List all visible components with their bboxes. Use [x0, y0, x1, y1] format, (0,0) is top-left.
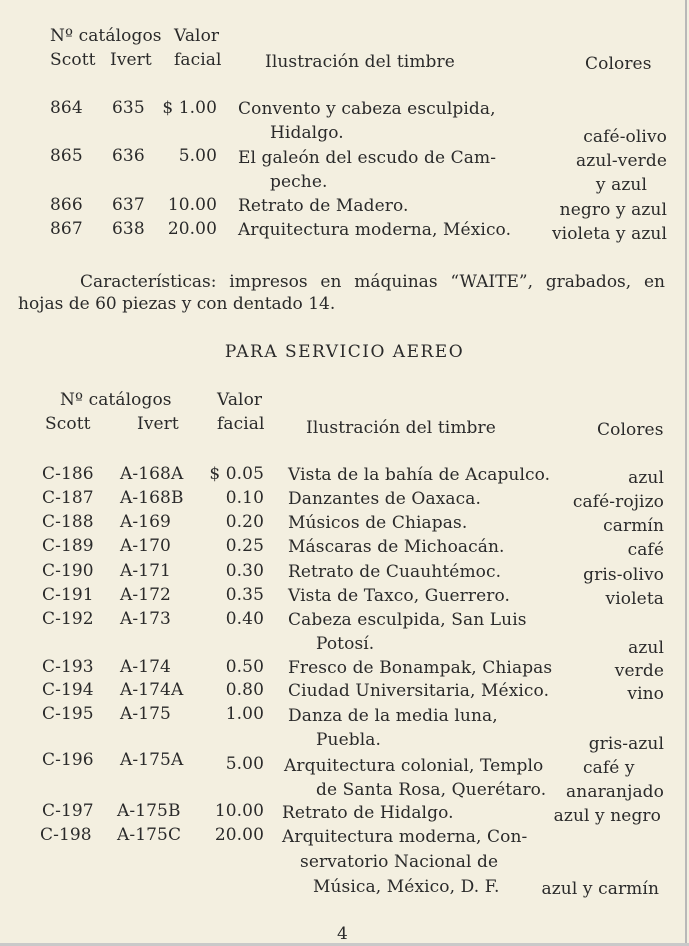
- t1-row4-scott: 867: [50, 219, 83, 239]
- t2-row12-valor: 10.00: [214, 801, 264, 821]
- t1-row2-scott: 865: [50, 146, 83, 166]
- t1-row1-color: café-olivo: [583, 127, 667, 147]
- t1-row2-ivert: 636: [112, 146, 145, 166]
- page-number: 4: [337, 924, 348, 944]
- t1-row2-color-1: azul-verde: [576, 151, 667, 171]
- t2-row11-ilus-2: de Santa Rosa, Querétaro.: [316, 780, 547, 800]
- t2-row8-valor: 0.50: [225, 657, 264, 677]
- t1-row3-valor: 10.00: [167, 195, 217, 215]
- t2-row2-color: café-rojizo: [572, 492, 664, 512]
- t1-row1-ilus-1: Convento y cabeza esculpida,: [238, 99, 496, 119]
- caracteristicas-line-2: hojas de 60 piezas y con dentado 14.: [18, 294, 336, 314]
- t2-row9-color: vino: [627, 684, 664, 704]
- t2-row10-valor: 1.00: [225, 704, 264, 724]
- t1-row2-ilus-2: peche.: [270, 172, 328, 192]
- t2-header-no-catalogos: Nº catálogos: [60, 390, 172, 410]
- t2-row13-scott: C-198: [40, 825, 92, 845]
- t1-row1-valor: $ 1.00: [162, 98, 217, 118]
- t2-row11-scott: C-196: [42, 750, 94, 770]
- t2-row8-ilus-1: Fresco de Bonampak, Chiapas: [288, 658, 553, 678]
- t2-row7-ilus-2: Potosí.: [316, 634, 375, 654]
- t2-row12-ilus-1: Retrato de Hidalgo.: [282, 803, 454, 823]
- t2-row11-valor: 5.00: [225, 754, 264, 774]
- t2-row6-ilus-1: Vista de Taxco, Guerrero.: [288, 586, 511, 606]
- t2-row4-valor: 0.25: [225, 536, 264, 556]
- t1-header-ivert: Ivert: [110, 50, 152, 70]
- t1-row4-color: violeta y azul: [551, 224, 667, 244]
- t1-row3-scott: 866: [50, 195, 83, 215]
- t2-row1-ivert: A-168A: [120, 464, 184, 484]
- t2-row7-ivert: A-173: [120, 609, 171, 629]
- t2-row2-ilus-1: Danzantes de Oaxaca.: [288, 489, 481, 509]
- t2-row9-scott: C-194: [42, 680, 94, 700]
- t2-row7-scott: C-192: [42, 609, 94, 629]
- t2-header-facial: facial: [217, 414, 265, 434]
- t1-header-scott: Scott: [50, 50, 96, 70]
- t2-row13-ilus-2: servatorio Nacional de: [300, 852, 499, 872]
- t1-row2-ilus-1: El galeón del escudo de Cam-: [238, 148, 497, 168]
- t2-row1-scott: C-186: [42, 464, 94, 484]
- t1-row3-color: negro y azul: [559, 200, 667, 220]
- t2-row8-ivert: A-174: [120, 657, 171, 677]
- t2-row2-valor: 0.10: [225, 488, 264, 508]
- t2-row12-ivert: A-175B: [117, 801, 181, 821]
- t2-row1-color: azul: [628, 468, 664, 488]
- t2-row6-color: violeta: [605, 589, 664, 609]
- t1-header-ilustracion: Ilustración del timbre: [265, 52, 455, 72]
- t1-row2-valor: 5.00: [178, 146, 217, 166]
- t2-row5-ivert: A-171: [120, 561, 171, 581]
- t2-row8-color: verde: [614, 661, 664, 681]
- t2-header-ivert: Ivert: [137, 414, 179, 434]
- t1-row1-scott: 864: [50, 98, 83, 118]
- t1-row2-color-2: y azul: [595, 175, 647, 195]
- t2-row10-ivert: A-175: [120, 704, 171, 724]
- t1-row1-ivert: 635: [112, 98, 145, 118]
- t2-row7-valor: 0.40: [225, 609, 264, 629]
- t1-header-no-catalogos: Nº catálogos: [50, 26, 162, 46]
- t2-row12-scott: C-197: [42, 801, 94, 821]
- caracteristicas-paragraph: [18, 271, 668, 315]
- t2-row5-scott: C-190: [42, 561, 94, 581]
- t2-row4-ivert: A-170: [120, 536, 171, 556]
- t2-header-valor: Valor: [217, 390, 263, 410]
- t1-row4-valor: 20.00: [167, 219, 217, 239]
- t2-row11-ilus-1: Arquitectura colonial, Templo: [284, 756, 544, 776]
- t2-row10-color: gris-azul: [588, 734, 664, 754]
- t2-row3-valor: 0.20: [225, 512, 264, 532]
- t2-row6-valor: 0.35: [225, 585, 264, 605]
- t1-row4-ivert: 638: [112, 219, 145, 239]
- t1-header-colores: Colores: [585, 54, 652, 74]
- t2-row5-valor: 0.30: [225, 561, 264, 581]
- t1-row1-ilus-2: Hidalgo.: [270, 123, 344, 143]
- t2-row13-ilus-3: Música, México, D. F.: [313, 877, 500, 897]
- t2-row1-ilus-1: Vista de la bahía de Acapulco.: [288, 465, 551, 485]
- caracteristicas-line-1: Características: impresos en máquinas “WAITE”, grabados, en: [80, 272, 665, 292]
- t2-row3-ilus-1: Músicos de Chiapas.: [288, 513, 468, 533]
- t2-row9-ilus-1: Ciudad Universitaria, México.: [288, 681, 550, 701]
- t2-row7-color: azul: [628, 638, 664, 658]
- t2-header-ilustracion: Ilustración del timbre: [306, 418, 496, 438]
- t2-row4-scott: C-189: [42, 536, 94, 556]
- t1-header-facial: facial: [174, 50, 222, 70]
- t2-row5-ilus-1: Retrato de Cuauhtémoc.: [288, 562, 502, 582]
- t2-row5-color: gris-olivo: [583, 565, 664, 585]
- t2-row12-color: azul y negro: [553, 806, 661, 826]
- t2-row11-ivert: A-175A: [120, 750, 184, 770]
- t2-row2-ivert: A-168B: [120, 488, 184, 508]
- t2-row10-ilus-2: Puebla.: [316, 730, 382, 750]
- section-title: PARA SERVICIO AEREO: [224, 342, 465, 362]
- t1-row4-ilus-1: Arquitectura moderna, México.: [238, 220, 512, 240]
- t1-header-valor: Valor: [174, 26, 220, 46]
- t2-row10-ilus-1: Danza de la media luna,: [288, 706, 498, 726]
- t2-row10-scott: C-195: [42, 704, 94, 724]
- t2-row13-ilus-1: Arquitectura moderna, Con-: [282, 827, 528, 847]
- t2-row3-color: carmín: [603, 516, 664, 536]
- t1-row3-ilus-1: Retrato de Madero.: [238, 196, 409, 216]
- page-edge-right: [685, 0, 687, 946]
- t2-row4-ilus-1: Máscaras de Michoacán.: [288, 537, 505, 557]
- t2-row11-color-2: anaranjado: [566, 782, 664, 802]
- t2-row7-ilus-1: Cabeza esculpida, San Luis: [288, 610, 527, 630]
- t2-row6-ivert: A-172: [120, 585, 171, 605]
- t2-row8-scott: C-193: [42, 657, 94, 677]
- t2-row1-valor: $ 0.05: [209, 464, 264, 484]
- t2-row3-scott: C-188: [42, 512, 94, 532]
- t2-row13-valor: 20.00: [214, 825, 264, 845]
- t2-row13-ivert: A-175C: [117, 825, 182, 845]
- t2-row11-color-1: café y: [583, 758, 635, 778]
- t2-row2-scott: C-187: [42, 488, 94, 508]
- t2-row3-ivert: A-169: [120, 512, 171, 532]
- t2-row6-scott: C-191: [42, 585, 94, 605]
- t1-row3-ivert: 637: [112, 195, 145, 215]
- t2-row9-valor: 0.80: [225, 680, 264, 700]
- t2-header-colores: Colores: [597, 420, 664, 440]
- t2-header-scott: Scott: [45, 414, 91, 434]
- t2-row9-ivert: A-174A: [120, 680, 184, 700]
- t2-row4-color: café: [627, 540, 664, 560]
- t2-row13-color: azul y carmín: [541, 879, 659, 899]
